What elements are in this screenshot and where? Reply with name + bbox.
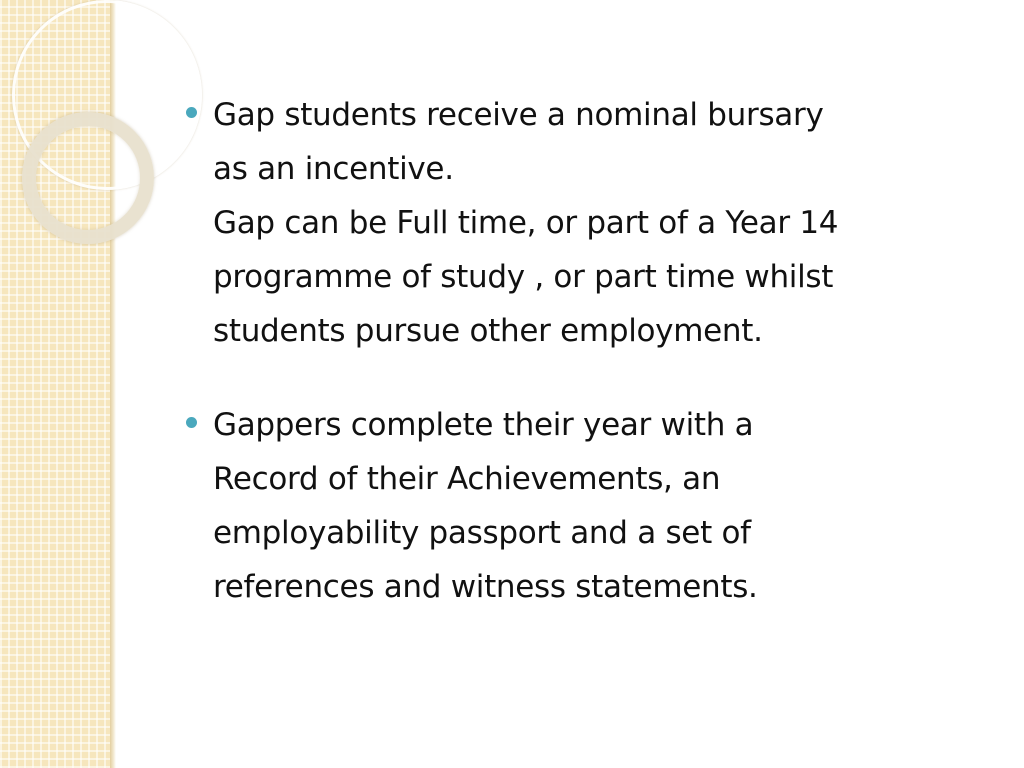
slide-body xyxy=(186,88,996,654)
bullet-line: Record of their Achievements, an xyxy=(213,461,721,497)
bullet-line: students pursue other employment. xyxy=(213,313,763,349)
bullet-text xyxy=(213,88,996,358)
bullet-dot-icon xyxy=(186,107,197,118)
bullet-line: references and witness statements. xyxy=(213,569,758,605)
decorative-ring-small xyxy=(22,112,154,244)
bullet-dot-icon xyxy=(186,417,197,428)
bullet-item-achievements xyxy=(186,398,996,614)
bullet-line: as an incentive. xyxy=(213,151,454,187)
bullet-line: programme of study , or part time whilst xyxy=(213,259,834,295)
bullet-line: Gap students receive a nominal bursary xyxy=(213,97,824,133)
bullet-line: Gappers complete their year with a xyxy=(213,407,754,443)
bullet-line: Gap can be Full time, or part of a Year 14 xyxy=(213,205,839,241)
bullet-item-bursary xyxy=(186,88,996,358)
bullet-text xyxy=(213,398,996,614)
bullet-line: employability passport and a set of xyxy=(213,515,751,551)
